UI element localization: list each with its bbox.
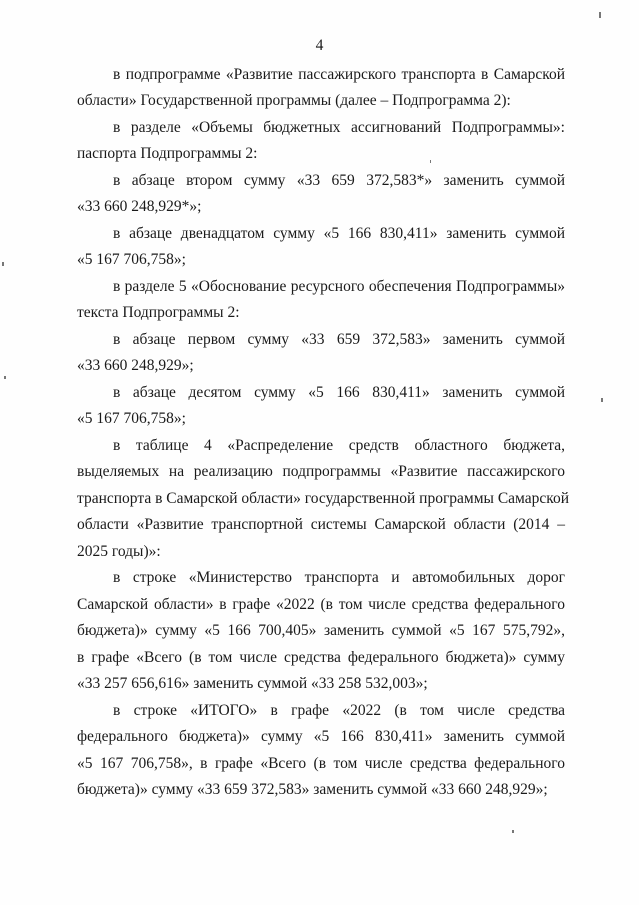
text-line: выделяемых на реализацию подпрограммы «Развитие пассажирского xyxy=(77,463,565,480)
text-line: в строке «Министерство транспорта и автомобильных дорог xyxy=(113,569,565,586)
text-line: «5 167 706,758»; xyxy=(77,410,186,427)
text-line: в разделе 5 «Обоснование ресурсного обеспечения Подпрограммы» xyxy=(113,278,565,295)
text-line: в разделе «Объемы бюджетных ассигнований Подпрограммы»: xyxy=(113,119,565,136)
text-line: бюджета)» сумму «5 166 700,405» заменить суммой «5 167 575,792», xyxy=(77,622,565,639)
text-line: в абзаце десятом сумму «5 166 830,411» заменить суммой xyxy=(113,384,565,401)
text-line: в абзаце двенадцатом сумму «5 166 830,411» заменить суммой xyxy=(113,225,565,242)
text-line: 2025 годы)»: xyxy=(77,543,161,560)
text-line: транспорта в Самарской области» государственной программы Самарской xyxy=(77,490,570,507)
scan-artifact xyxy=(601,398,603,402)
text-line: текста Подпрограммы 2: xyxy=(77,304,240,321)
text-line: области» Государственной программы (далее – Подпрограмма 2): xyxy=(77,92,511,109)
scan-artifact xyxy=(599,12,601,18)
scan-artifact xyxy=(512,830,514,833)
scan-artifact xyxy=(430,160,431,163)
text-line: в строке «ИТОГО» в графе «2022 (в том числе средства xyxy=(113,702,565,719)
text-line: области «Развитие транспортной системы Самарской области (2014 – xyxy=(77,516,565,533)
text-line: «33 257 656,616» заменить суммой «33 258 532,003»; xyxy=(77,675,428,692)
text-line: в абзаце первом сумму «33 659 372,583» заменить суммой xyxy=(113,331,565,348)
text-line: в абзаце втором сумму «33 659 372,583*» заменить суммой xyxy=(113,172,565,189)
text-line: «33 660 248,929*»; xyxy=(77,198,202,215)
text-line: бюджета)» сумму «33 659 372,583» заменить суммой «33 660 248,929»; xyxy=(77,781,548,798)
text-line: «33 660 248,929»; xyxy=(77,357,194,374)
text-line: «5 167 706,758»; xyxy=(77,251,186,268)
text-line: паспорта Подпрограммы 2: xyxy=(77,145,258,162)
text-line: в графе «Всего (в том числе средства федерального бюджета)» сумму xyxy=(77,649,565,666)
text-line: в подпрограмме «Развитие пассажирского транспорта в Самарской xyxy=(113,66,565,83)
text-line: «5 167 706,758», в графе «Всего (в том числе средства федерального xyxy=(77,755,565,772)
text-line: федерального бюджета)» сумму «5 166 830,411» заменить суммой xyxy=(77,728,565,745)
scan-artifact xyxy=(4,376,6,379)
text-line: в таблице 4 «Распределение средств областного бюджета, xyxy=(113,437,565,454)
page-number: 4 xyxy=(315,37,324,54)
scan-artifact xyxy=(2,262,4,266)
text-line: Самарской области» в графе «2022 (в том числе средства федерального xyxy=(77,596,565,613)
